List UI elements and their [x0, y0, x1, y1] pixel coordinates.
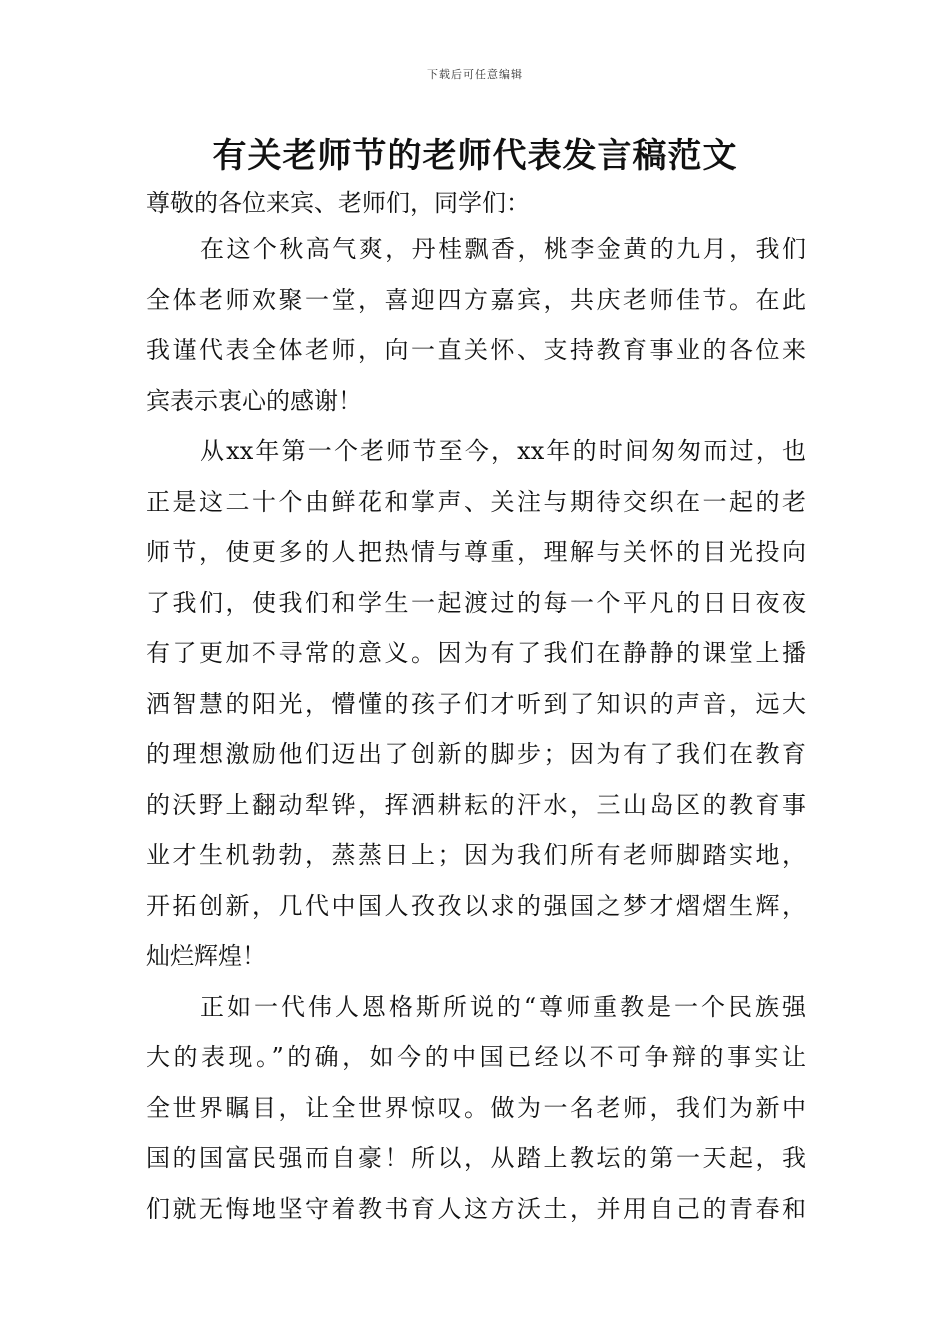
paragraph-line: 我谨代表全体老师，向一直关怀、支持教育事业的各位来: [146, 336, 806, 364]
document-body: [146, 178, 806, 1234]
paragraph-line: 灿烂辉煌！: [146, 942, 266, 970]
paragraph-line: 的沃野上翻动犁铧，挥洒耕耘的汗水，三山岛区的教育事: [146, 790, 806, 819]
paragraph: [146, 982, 806, 1235]
paragraph-line: 们就无悔地坚守着教书育人这方沃土，并用自己的青春和: [146, 1194, 806, 1223]
paragraph-line: 在这个秋高气爽，丹桂飘香，桃李金黄的九月，我们: [200, 235, 806, 263]
paragraph-line: 从xx年第一个老师节至今，xx年的时间匆匆而过，也: [200, 437, 806, 465]
paragraph-line: 全体老师欢聚一堂，喜迎四方嘉宾，共庆老师佳节。在此: [146, 285, 806, 314]
paragraph-line: 师节，使更多的人把热情与尊重，理解与关怀的目光投向: [146, 538, 806, 566]
paragraph-line: 正如一代伟人恩格斯所说的“尊师重教是一个民族强: [200, 992, 806, 1021]
paragraph-line: 洒智慧的阳光，懵懂的孩子们才听到了知识的声音，远大: [146, 689, 806, 718]
paragraph-line: 国的国富民强而自豪！所以，从踏上教坛的第一天起，我: [146, 1144, 806, 1172]
header-note: 下载后可任意编辑: [427, 68, 523, 81]
paragraph-line: 的理想激励他们迈出了创新的脚步；因为有了我们在教育: [146, 740, 806, 768]
paragraph-line: 正是这二十个由鲜花和掌声、关注与期待交织在一起的老: [146, 487, 806, 516]
paragraph-line: 了我们，使我们和学生一起渡过的每一个平凡的日日夜夜: [146, 588, 806, 617]
paragraph-line: 宾表示衷心的感谢！: [146, 386, 362, 415]
paragraph: [146, 224, 806, 426]
paragraph-line: 有了更加不寻常的意义。因为有了我们在静静的课堂上播: [146, 639, 806, 667]
paragraph-line: 开拓创新，几代中国人孜孜以求的强国之梦才熠熠生辉，: [146, 891, 806, 920]
paragraph-line: 大的表现。”的确，如今的中国已经以不可争辩的事实让: [146, 1043, 806, 1071]
greeting: 尊敬的各位来宾、老师们，同学们：: [146, 189, 530, 217]
paragraph-line: 业才生机勃勃，蒸蒸日上；因为我们所有老师脚踏实地，: [146, 841, 806, 869]
paragraph: [146, 426, 806, 982]
document-title: 有关老师节的老师代表发言稿范文: [212, 136, 738, 176]
paragraph-line: 全世界瞩目，让全世界惊叹。做为一名老师，我们为新中: [146, 1093, 806, 1122]
